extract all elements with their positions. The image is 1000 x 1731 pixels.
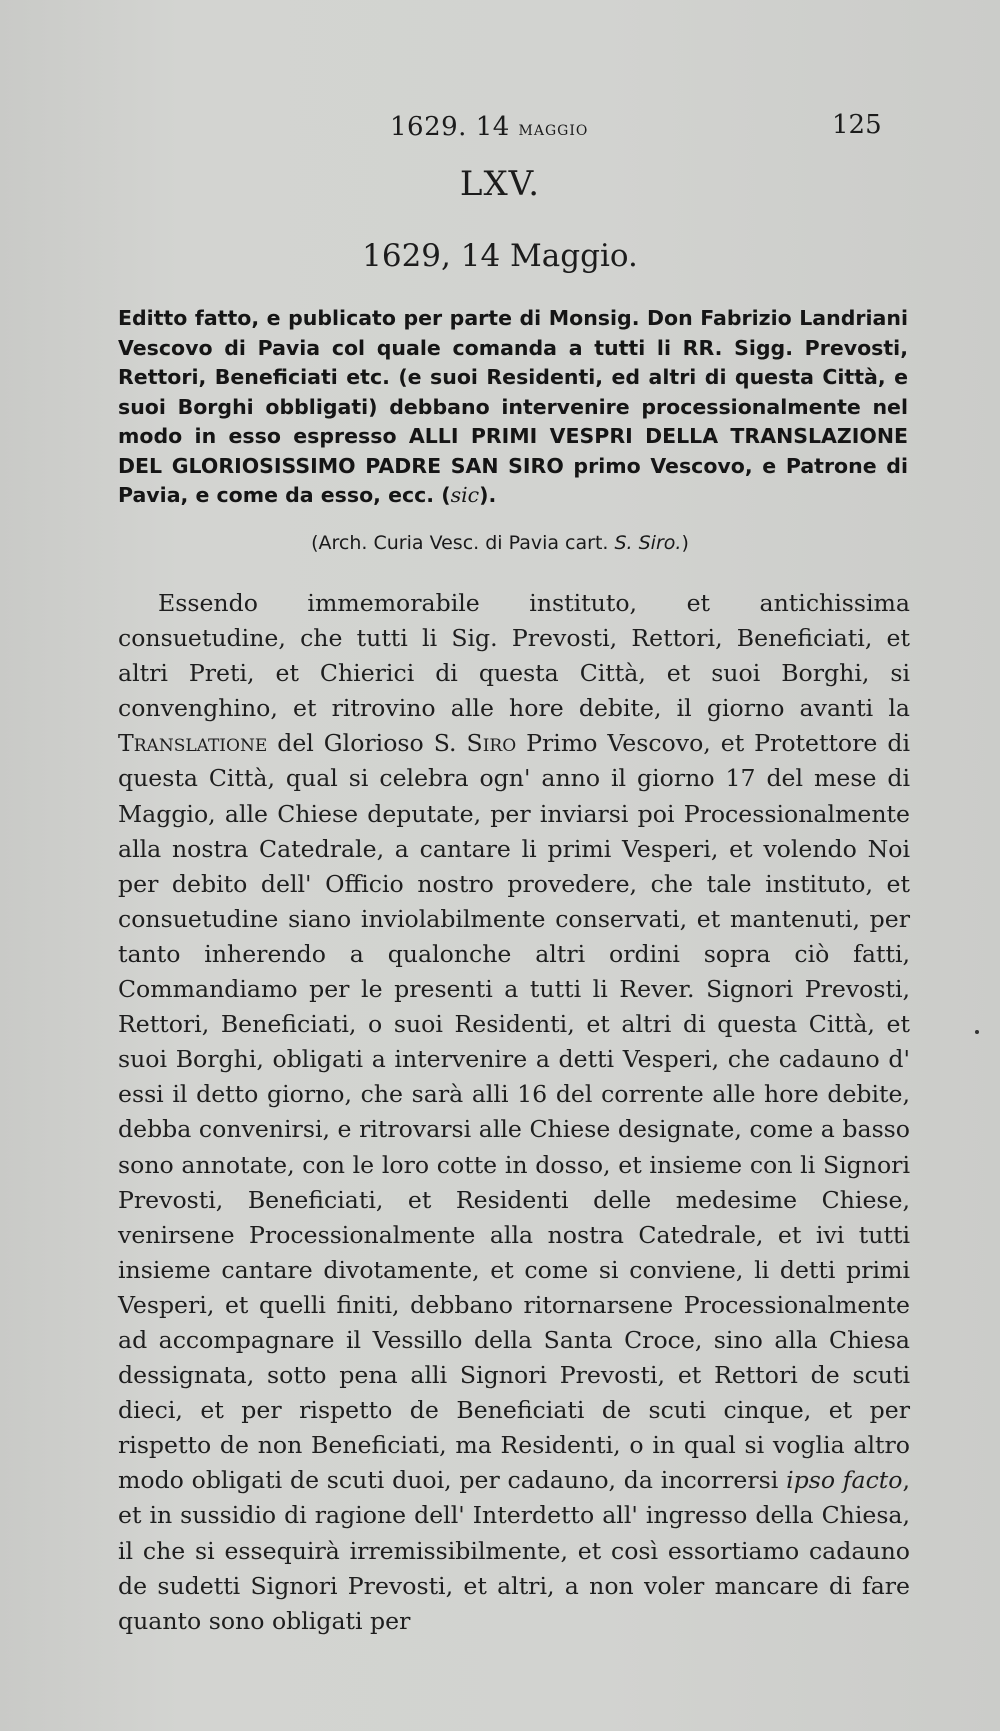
body-text bbox=[118, 586, 910, 1639]
running-head bbox=[390, 112, 588, 142]
body-segment-3: Primo Vescovo, et Protettore di questa Città, qual si celebra ogn' anno il giorno 17 del mese di Maggio, alle Chiese deputate, per inviarsi poi Processionalmente alla nostra Catedrale, a cantare li primi Vesperi, et volendo Noi per debito dell' Officio nostro provedere, che tale instituto, et consuetudine siano inviolabilmente conservati, et mantenuti, per tanto inherendo a qualonche altri ordini sopra ciò fatti, Commandiamo per le presenti a tutti li Rever. Signori Prevosti, Rettori, Beneficiati, o suoi Residenti, et altri di questa Città, et suoi Borghi, obligati a intervenire a detti Vesperi, che cadauno d' essi il detto giorno, che sarà alli 16 del corrente alle hore debite, debba convenirsi, e ritrovarsi alle Chiese designate, come a basso sono annotate, con le loro cotte in dosso, et insieme con li Signori Prevosti, Beneficiati, et Residenti delle medesime Chiese, venirsene Processionalmente alla nostra Catedrale, et ivi tutti insieme cantare divotamente, et come si conviene, li detti primi Vesperi, et quelli finiti, debbano ritornarsene Processionalmente ad accompagnare il Vessillo della Santa Croce, sino alla Chiesa dessignata, sotto pena alli Signori Prevosti, et Rettori de scuti dieci, et per rispetto de Beneficiati de scuti cinque, et per rispetto de non Beneficiati, ma Residenti, o in qual si voglia altro modo obligati de scuti duoi, per cadauno, da incorrersi bbox=[118, 729, 910, 1495]
body-italic-ipso-facto: ipso facto bbox=[786, 1466, 903, 1495]
page-number: 125 bbox=[832, 110, 882, 140]
body-smallcaps-siro: Siro bbox=[466, 729, 517, 758]
source-end: ) bbox=[681, 532, 689, 554]
document-date: 1629, 14 Maggio. bbox=[362, 238, 638, 274]
running-head-date: 1629. 14 bbox=[390, 112, 510, 142]
body-segment-4: , et in sussidio di ragione dell' Interdetto all' ingresso della Chiesa, il che si essequirà irremissibilmente, et così essortiamo cadauno de sudetti Signori Prevosti, et altri, a non voler mancare di fare quanto sono obligati per bbox=[118, 1466, 910, 1635]
running-head-month: MAGGIO bbox=[518, 123, 589, 139]
body-segment-1: Essendo immemorabile instituto, et antichissima consuetudine, che tutti li Sig. Prevosti, Rettori, Beneficiati, et altri Preti, et Chierici di questa Città, et suoi Borghi, si convenghino, et ritrovino alle hore debite, il giorno avanti la bbox=[118, 589, 910, 723]
document-summary bbox=[118, 304, 908, 511]
source-italic: S. Siro. bbox=[614, 532, 682, 554]
ink-speck bbox=[975, 1030, 979, 1034]
source-text: (Arch. Curia Vesc. di Pavia cart. bbox=[311, 532, 615, 554]
body-segment-2: del Glorioso S. bbox=[267, 729, 467, 758]
archive-source bbox=[0, 532, 1000, 554]
body-paragraph bbox=[118, 586, 910, 1639]
summary-text: Editto fatto, e publicato per parte di Monsig. Don Fabrizio Landriani Vescovo di Pavia col quale comanda a tutti li RR. Sigg. Prevosti, Rettori, Beneficiati etc. (e suoi Residenti, ed altri di questa Città, e suoi Borghi obbligati) debbano intervenire processionalmente nel modo in esso espresso ALLI PRIMI VESPRI DELLA TRANSLAZIONE DEL GLORIOSISSIMO PADRE SAN SIRO primo Vescovo, e Patrone di Pavia, e come da esso, ecc. ( bbox=[118, 306, 908, 507]
summary-sic: sic bbox=[450, 483, 480, 507]
body-smallcaps-translatione: Translatione bbox=[118, 729, 268, 758]
summary-end: ). bbox=[479, 483, 497, 507]
document-number: LXV. bbox=[459, 164, 541, 204]
